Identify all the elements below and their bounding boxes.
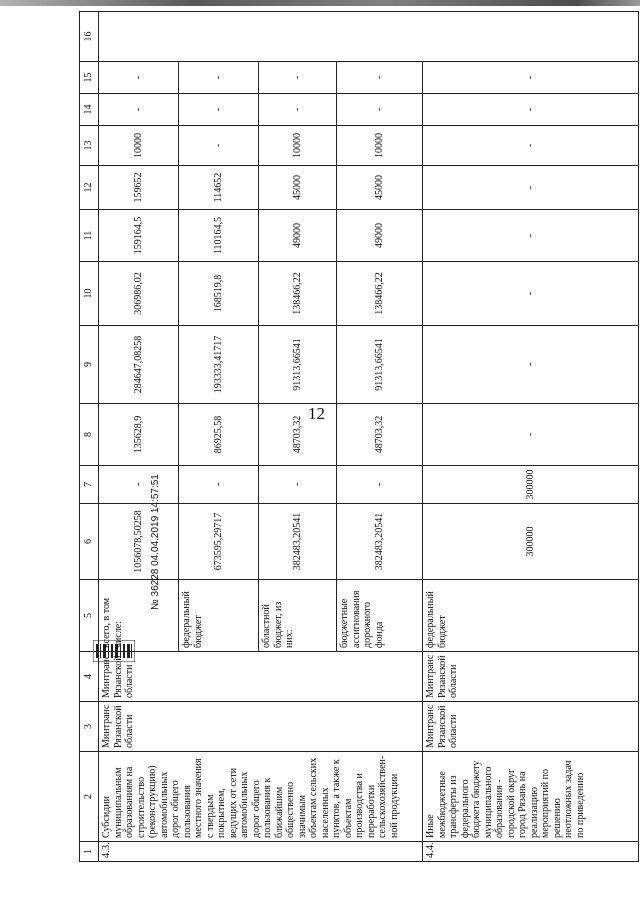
row-executor: Минтранс Рязанской области: [99, 702, 423, 752]
document-footer: № 36228 04.04.2019 14:57:51: [150, 474, 161, 610]
cell-c13: 10000: [259, 126, 337, 166]
row-number: 4.3.: [99, 842, 423, 862]
cell-c8: 135628,9: [99, 404, 179, 466]
cell-c13: 10000: [337, 126, 423, 166]
cell-c15: -: [423, 62, 639, 94]
row-customer: Минтранс Рязанской области: [423, 652, 639, 702]
cell-c13: 10000: [99, 126, 179, 166]
cell-c7: -: [337, 466, 423, 504]
row-name: Субсидии муниципальным образованиям на строительство (реконструкцию) автомобильных дорог общего пользования местного значения с твердым покрытием, ведущих от сети автомобильных дорог общего пользования к ближайшим общественно значимым объектам сельских населенных пунктов, а также к объектам производства и переработки сельскохозяйствен-ной продукции: [99, 752, 423, 842]
cell-c11: 49000: [337, 210, 423, 262]
cell-c7: 300000: [423, 466, 639, 504]
cell-c10: 168519,8: [179, 262, 259, 326]
cell-c13: -: [423, 126, 639, 166]
cell-c7: -: [99, 466, 179, 504]
cell-c7: -: [259, 466, 337, 504]
col-header-13: 13: [80, 126, 99, 166]
cell-c9: 284647,08258: [99, 326, 179, 404]
cell-c16: [99, 12, 639, 62]
row-customer: Минтранс Рязанской области: [99, 652, 423, 702]
cell-c14: -: [259, 94, 337, 126]
cell-c10: 138466,22: [259, 262, 337, 326]
cell-c6: 1056078,50258: [99, 504, 179, 580]
cell-c6: 382483,20541: [337, 504, 423, 580]
cell-c15: -: [259, 62, 337, 94]
sub-label: бюджетные ассигнования дорожного фонда: [337, 580, 423, 652]
cell-c6: 382483,20541: [259, 504, 337, 580]
cell-c11: 110164,5: [179, 210, 259, 262]
col-header-5: 5: [80, 580, 99, 652]
col-header-14: 14: [80, 94, 99, 126]
cell-c7: -: [179, 466, 259, 504]
cell-c14: -: [99, 94, 179, 126]
col-header-2: 2: [80, 752, 99, 842]
cell-c8: -: [423, 404, 639, 466]
cell-c9: 91313,66541: [259, 326, 337, 404]
rotated-table-wrapper: [79, 12, 639, 862]
budget-table: [79, 11, 639, 862]
col-header-3: 3: [80, 702, 99, 752]
col-header-4: 4: [80, 652, 99, 702]
cell-c12: 159652: [99, 166, 179, 210]
cell-c9: -: [423, 326, 639, 404]
cell-c11: 159164,5: [99, 210, 179, 262]
col-header-9: 9: [80, 326, 99, 404]
sub-label: всего, в том числе:: [99, 580, 179, 652]
cell-c6: 300000: [423, 504, 639, 580]
col-header-6: 6: [80, 504, 99, 580]
sub-label: федеральный бюджет: [423, 580, 639, 652]
cell-c14: -: [179, 94, 259, 126]
cell-c14: -: [337, 94, 423, 126]
cell-c10: 138466,22: [337, 262, 423, 326]
cell-c12: -: [423, 166, 639, 210]
cell-c13: -: [179, 126, 259, 166]
scan-edge: [0, 0, 640, 6]
cell-c12: 114652: [179, 166, 259, 210]
cell-c14: -: [423, 94, 639, 126]
col-header-12: 12: [80, 166, 99, 210]
row-name: Иные межбюджетные трансферты из федерального бюджета бюджету муниципального образования - городской округ город Рязань на реализацию мероприятий по решению неотложных задач по приведению: [423, 752, 639, 842]
cell-c8: 48703,32: [337, 404, 423, 466]
col-header-10: 10: [80, 262, 99, 326]
table-row: [99, 12, 179, 862]
cell-c6: 673595,29717: [179, 504, 259, 580]
col-header-16: 16: [80, 12, 99, 62]
header-row: [80, 12, 99, 862]
col-header-15: 15: [80, 62, 99, 94]
cell-c11: -: [423, 210, 639, 262]
col-header-7: 7: [80, 466, 99, 504]
cell-c15: -: [179, 62, 259, 94]
cell-c8: 86925,58: [179, 404, 259, 466]
table-row: [423, 12, 639, 862]
sub-label: областной бюджет, из них:: [259, 580, 337, 652]
cell-c15: -: [337, 62, 423, 94]
page-number: 12: [308, 404, 325, 423]
row-number: 4.4.: [423, 842, 639, 862]
cell-c9: 193333,41717: [179, 326, 259, 404]
cell-c15: -: [99, 62, 179, 94]
cell-c8: 48703,32: [259, 404, 337, 466]
cell-c9: 91313,66541: [337, 326, 423, 404]
cell-c10: -: [423, 262, 639, 326]
col-header-1: 1: [80, 842, 99, 862]
row-executor: Минтранс Рязанской области: [423, 702, 639, 752]
cell-c12: 45000: [259, 166, 337, 210]
sub-label: федеральный бюджет: [179, 580, 259, 652]
cell-c11: 49000: [259, 210, 337, 262]
col-header-8: 8: [80, 404, 99, 466]
cell-c12: 45000: [337, 166, 423, 210]
col-header-11: 11: [80, 210, 99, 262]
cell-c10: 306986,02: [99, 262, 179, 326]
